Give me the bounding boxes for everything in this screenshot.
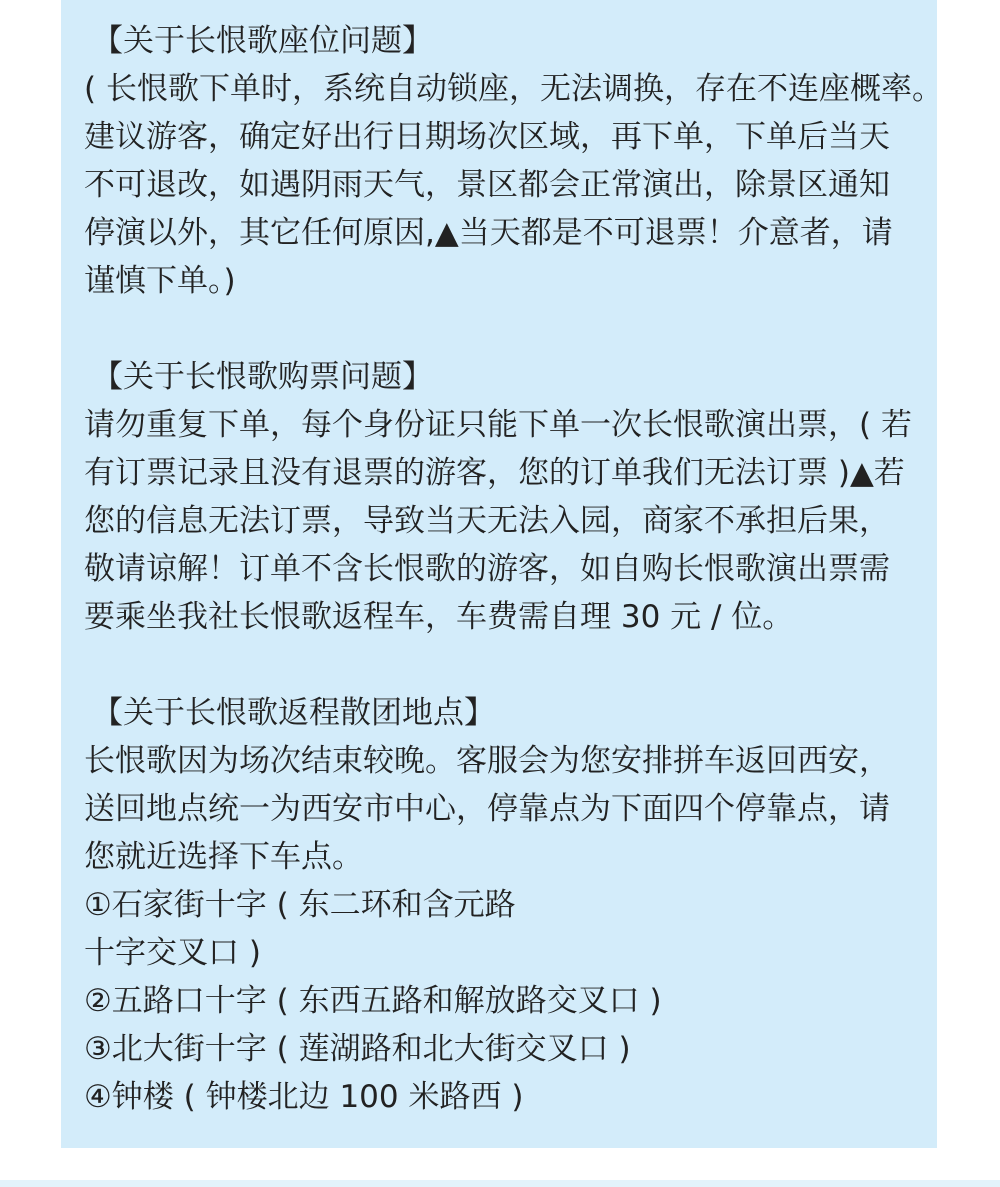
dropoff-stop-1: ①石家街十字 ( 东二环和含元路: [84, 887, 516, 923]
seat-section-line: 不可退改，如遇阴雨天气，景区都会正常演出，除景区通知: [84, 167, 890, 203]
dropoff-section-line: 长恨歌因为场次结束较晚。客服会为您安排拼车返回西安，: [84, 743, 890, 779]
ticket-section-line: 请勿重复下单，每个身份证只能下单一次长恨歌演出票，( 若: [84, 407, 912, 443]
ticket-section-line: 您的信息无法订票，导致当天无法入园，商家不承担后果，: [84, 503, 890, 539]
ticket-section-line: 要乘坐我社长恨歌返程车，车费需自理 30 元 / 位。: [84, 599, 794, 635]
seat-section-line: 谨慎下单。): [84, 263, 236, 299]
ticket-section: [84, 353, 929, 641]
dropoff-stop-1-continued: 十字交叉口 ): [84, 935, 261, 971]
seat-section-line: ( 长恨歌下单时，系统自动锁座，无法调换，存在不连座概率。: [84, 71, 943, 107]
seat-section-line: 停演以外，其它任何原因,▲当天都是不可退票！介意者，请: [84, 215, 893, 251]
ticket-section-heading: 【关于长恨歌购票问题】: [92, 359, 433, 395]
dropoff-section-line: 您就近选择下车点。: [84, 839, 363, 875]
dropoff-stop-4: ④钟楼 ( 钟楼北边 100 米路西 ): [84, 1079, 524, 1115]
notice-content: [84, 17, 943, 1121]
dropoff-section-line: 送回地点统一为西安市中心，停靠点为下面四个停靠点，请: [84, 791, 890, 827]
seat-section-heading: 【关于长恨歌座位问题】: [92, 23, 433, 59]
dropoff-section-heading: 【关于长恨歌返程散团地点】: [92, 695, 495, 731]
dropoff-stop-2: ②五路口十字 ( 东西五路和解放路交叉口 ): [84, 983, 662, 1019]
section-spacer: [84, 641, 929, 689]
ticket-section-line: 敬请谅解！订单不含长恨歌的游客，如自购长恨歌演出票需: [84, 551, 890, 587]
section-spacer: [84, 305, 929, 353]
dropoff-section: [84, 689, 929, 1121]
dropoff-stop-3: ③北大街十字 ( 莲湖路和北大街交叉口 ): [84, 1031, 631, 1067]
seat-section-line: 建议游客，确定好出行日期场次区域，再下单，下单后当天: [84, 119, 890, 155]
seat-section: [84, 17, 943, 305]
bottom-divider-band: [0, 1180, 1000, 1187]
ticket-section-line: 有订票记录且没有退票的游客，您的订单我们无法订票 )▲若: [84, 455, 905, 491]
